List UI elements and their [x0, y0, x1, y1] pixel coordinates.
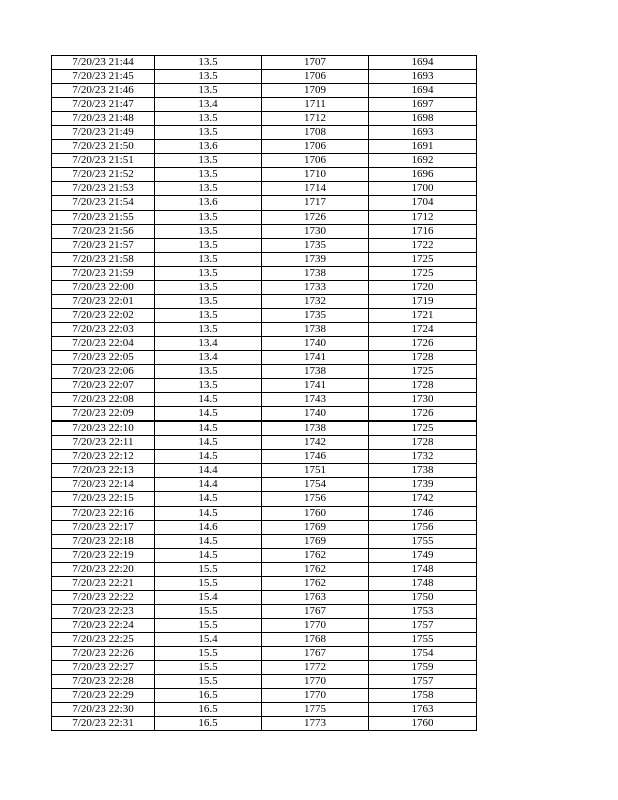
reading-b-cell: 1728	[369, 379, 477, 393]
reading-a-cell: 1741	[262, 379, 369, 393]
reading-a-cell: 1772	[262, 661, 369, 675]
value-cell: 13.5	[155, 238, 262, 252]
reading-b-cell: 1728	[369, 350, 477, 364]
timestamp-cell: 7/20/23 22:05	[52, 350, 155, 364]
timestamp-cell: 7/20/23 22:19	[52, 548, 155, 562]
reading-a-cell: 1769	[262, 534, 369, 548]
value-cell: 14.5	[155, 407, 262, 422]
timestamp-cell: 7/20/23 22:24	[52, 618, 155, 632]
reading-b-cell: 1759	[369, 661, 477, 675]
reading-a-cell: 1740	[262, 336, 369, 350]
reading-a-cell: 1738	[262, 421, 369, 436]
table-row	[52, 294, 477, 308]
reading-b-cell: 1755	[369, 632, 477, 646]
table-row	[52, 492, 477, 506]
reading-b-cell: 1696	[369, 168, 477, 182]
table-row	[52, 520, 477, 534]
value-cell: 15.4	[155, 632, 262, 646]
reading-a-cell: 1741	[262, 350, 369, 364]
reading-a-cell: 1768	[262, 632, 369, 646]
reading-a-cell: 1751	[262, 464, 369, 478]
reading-a-cell: 1742	[262, 436, 369, 450]
value-cell: 14.5	[155, 436, 262, 450]
value-cell: 15.4	[155, 590, 262, 604]
reading-a-cell: 1740	[262, 407, 369, 422]
timestamp-cell: 7/20/23 22:27	[52, 661, 155, 675]
timestamp-cell: 7/20/23 22:04	[52, 336, 155, 350]
reading-a-cell: 1739	[262, 252, 369, 266]
timestamp-cell: 7/20/23 22:11	[52, 436, 155, 450]
value-cell: 14.5	[155, 506, 262, 520]
reading-b-cell: 1728	[369, 436, 477, 450]
table-row	[52, 717, 477, 731]
table-row	[52, 506, 477, 520]
value-cell: 13.5	[155, 365, 262, 379]
reading-a-cell: 1746	[262, 450, 369, 464]
timestamp-cell: 7/20/23 22:06	[52, 365, 155, 379]
reading-a-cell: 1706	[262, 140, 369, 154]
value-cell: 13.5	[155, 210, 262, 224]
reading-b-cell: 1726	[369, 407, 477, 422]
reading-b-cell: 1691	[369, 140, 477, 154]
reading-a-cell: 1738	[262, 322, 369, 336]
reading-a-cell: 1754	[262, 478, 369, 492]
value-cell: 14.5	[155, 534, 262, 548]
table-row	[52, 407, 477, 422]
reading-a-cell: 1712	[262, 112, 369, 126]
table-row	[52, 336, 477, 350]
table-row	[52, 168, 477, 182]
timestamp-cell: 7/20/23 21:55	[52, 210, 155, 224]
reading-b-cell: 1721	[369, 308, 477, 322]
reading-a-cell: 1738	[262, 266, 369, 280]
reading-b-cell: 1742	[369, 492, 477, 506]
reading-b-cell: 1704	[369, 196, 477, 210]
value-cell: 14.4	[155, 464, 262, 478]
value-cell: 13.5	[155, 308, 262, 322]
table-row	[52, 322, 477, 336]
value-cell: 14.5	[155, 393, 262, 407]
reading-b-cell: 1720	[369, 280, 477, 294]
table-row	[52, 675, 477, 689]
reading-b-cell: 1722	[369, 238, 477, 252]
reading-a-cell: 1735	[262, 238, 369, 252]
timestamp-cell: 7/20/23 22:16	[52, 506, 155, 520]
table-row	[52, 689, 477, 703]
timestamp-cell: 7/20/23 21:56	[52, 224, 155, 238]
reading-b-cell: 1724	[369, 322, 477, 336]
reading-b-cell: 1693	[369, 126, 477, 140]
value-cell: 16.5	[155, 717, 262, 731]
value-cell: 13.5	[155, 224, 262, 238]
value-cell: 13.5	[155, 70, 262, 84]
reading-a-cell: 1769	[262, 520, 369, 534]
value-cell: 14.5	[155, 548, 262, 562]
timestamp-cell: 7/20/23 22:03	[52, 322, 155, 336]
table-row	[52, 266, 477, 280]
timestamp-cell: 7/20/23 22:25	[52, 632, 155, 646]
value-cell: 13.4	[155, 336, 262, 350]
timestamp-cell: 7/20/23 21:51	[52, 154, 155, 168]
table-row	[52, 98, 477, 112]
value-cell: 13.5	[155, 252, 262, 266]
table-row	[52, 703, 477, 717]
value-cell: 13.5	[155, 294, 262, 308]
data-table	[51, 55, 477, 731]
timestamp-cell: 7/20/23 22:13	[52, 464, 155, 478]
table-row	[52, 140, 477, 154]
data-table-body	[52, 56, 477, 731]
reading-b-cell: 1692	[369, 154, 477, 168]
table-row	[52, 154, 477, 168]
value-cell: 13.5	[155, 182, 262, 196]
reading-b-cell: 1758	[369, 689, 477, 703]
reading-a-cell: 1763	[262, 590, 369, 604]
reading-a-cell: 1762	[262, 548, 369, 562]
table-row	[52, 534, 477, 548]
timestamp-cell: 7/20/23 22:02	[52, 308, 155, 322]
timestamp-cell: 7/20/23 22:09	[52, 407, 155, 422]
reading-a-cell: 1726	[262, 210, 369, 224]
table-row	[52, 280, 477, 294]
reading-b-cell: 1757	[369, 675, 477, 689]
reading-a-cell: 1733	[262, 280, 369, 294]
timestamp-cell: 7/20/23 22:18	[52, 534, 155, 548]
reading-b-cell: 1748	[369, 576, 477, 590]
value-cell: 14.5	[155, 421, 262, 436]
reading-b-cell: 1753	[369, 604, 477, 618]
reading-b-cell: 1754	[369, 646, 477, 660]
reading-b-cell: 1748	[369, 562, 477, 576]
table-row	[52, 196, 477, 210]
reading-b-cell: 1719	[369, 294, 477, 308]
value-cell: 13.5	[155, 56, 262, 70]
table-row	[52, 421, 477, 436]
value-cell: 15.5	[155, 604, 262, 618]
table-row	[52, 365, 477, 379]
reading-b-cell: 1757	[369, 618, 477, 632]
table-row	[52, 182, 477, 196]
value-cell: 15.5	[155, 646, 262, 660]
value-cell: 13.5	[155, 280, 262, 294]
reading-b-cell: 1750	[369, 590, 477, 604]
timestamp-cell: 7/20/23 22:12	[52, 450, 155, 464]
reading-b-cell: 1716	[369, 224, 477, 238]
timestamp-cell: 7/20/23 22:00	[52, 280, 155, 294]
reading-a-cell: 1708	[262, 126, 369, 140]
table-row	[52, 112, 477, 126]
table-row	[52, 464, 477, 478]
reading-a-cell: 1773	[262, 717, 369, 731]
reading-b-cell: 1755	[369, 534, 477, 548]
value-cell: 16.5	[155, 703, 262, 717]
reading-b-cell: 1746	[369, 506, 477, 520]
timestamp-cell: 7/20/23 22:22	[52, 590, 155, 604]
value-cell: 15.5	[155, 618, 262, 632]
value-cell: 14.4	[155, 478, 262, 492]
timestamp-cell: 7/20/23 22:15	[52, 492, 155, 506]
reading-a-cell: 1732	[262, 294, 369, 308]
reading-a-cell: 1760	[262, 506, 369, 520]
reading-b-cell: 1694	[369, 84, 477, 98]
timestamp-cell: 7/20/23 22:21	[52, 576, 155, 590]
reading-b-cell: 1725	[369, 421, 477, 436]
reading-a-cell: 1767	[262, 604, 369, 618]
reading-a-cell: 1770	[262, 689, 369, 703]
value-cell: 14.5	[155, 450, 262, 464]
reading-a-cell: 1762	[262, 576, 369, 590]
table-row	[52, 576, 477, 590]
value-cell: 13.5	[155, 379, 262, 393]
timestamp-cell: 7/20/23 22:30	[52, 703, 155, 717]
value-cell: 13.5	[155, 322, 262, 336]
timestamp-cell: 7/20/23 21:45	[52, 70, 155, 84]
timestamp-cell: 7/20/23 22:20	[52, 562, 155, 576]
reading-a-cell: 1735	[262, 308, 369, 322]
table-row	[52, 56, 477, 70]
table-row	[52, 379, 477, 393]
reading-a-cell: 1706	[262, 154, 369, 168]
timestamp-cell: 7/20/23 21:52	[52, 168, 155, 182]
reading-a-cell: 1738	[262, 365, 369, 379]
value-cell: 13.5	[155, 266, 262, 280]
timestamp-cell: 7/20/23 22:23	[52, 604, 155, 618]
table-row	[52, 450, 477, 464]
reading-a-cell: 1709	[262, 84, 369, 98]
value-cell: 13.5	[155, 126, 262, 140]
reading-a-cell: 1706	[262, 70, 369, 84]
timestamp-cell: 7/20/23 21:58	[52, 252, 155, 266]
value-cell: 13.5	[155, 168, 262, 182]
reading-b-cell: 1725	[369, 365, 477, 379]
value-cell: 13.5	[155, 154, 262, 168]
table-row	[52, 126, 477, 140]
table-row	[52, 84, 477, 98]
value-cell: 15.5	[155, 576, 262, 590]
table-row	[52, 436, 477, 450]
timestamp-cell: 7/20/23 22:14	[52, 478, 155, 492]
timestamp-cell: 7/20/23 21:47	[52, 98, 155, 112]
reading-a-cell: 1775	[262, 703, 369, 717]
value-cell: 13.5	[155, 84, 262, 98]
reading-a-cell: 1770	[262, 618, 369, 632]
table-row	[52, 350, 477, 364]
table-row	[52, 661, 477, 675]
timestamp-cell: 7/20/23 21:44	[52, 56, 155, 70]
value-cell: 14.6	[155, 520, 262, 534]
value-cell: 14.5	[155, 492, 262, 506]
reading-b-cell: 1700	[369, 182, 477, 196]
timestamp-cell: 7/20/23 21:59	[52, 266, 155, 280]
reading-b-cell: 1756	[369, 520, 477, 534]
table-row	[52, 604, 477, 618]
timestamp-cell: 7/20/23 22:31	[52, 717, 155, 731]
timestamp-cell: 7/20/23 21:54	[52, 196, 155, 210]
value-cell: 15.5	[155, 675, 262, 689]
reading-a-cell: 1714	[262, 182, 369, 196]
timestamp-cell: 7/20/23 22:29	[52, 689, 155, 703]
table-row	[52, 252, 477, 266]
table-row	[52, 70, 477, 84]
timestamp-cell: 7/20/23 21:57	[52, 238, 155, 252]
timestamp-cell: 7/20/23 22:01	[52, 294, 155, 308]
reading-b-cell: 1698	[369, 112, 477, 126]
reading-a-cell: 1717	[262, 196, 369, 210]
table-row	[52, 478, 477, 492]
reading-b-cell: 1726	[369, 336, 477, 350]
reading-a-cell: 1730	[262, 224, 369, 238]
table-row	[52, 224, 477, 238]
table-row	[52, 562, 477, 576]
timestamp-cell: 7/20/23 21:49	[52, 126, 155, 140]
table-row	[52, 210, 477, 224]
timestamp-cell: 7/20/23 22:07	[52, 379, 155, 393]
timestamp-cell: 7/20/23 22:17	[52, 520, 155, 534]
timestamp-cell: 7/20/23 21:50	[52, 140, 155, 154]
timestamp-cell: 7/20/23 21:46	[52, 84, 155, 98]
table-row	[52, 646, 477, 660]
value-cell: 15.5	[155, 562, 262, 576]
reading-b-cell: 1739	[369, 478, 477, 492]
timestamp-cell: 7/20/23 21:48	[52, 112, 155, 126]
table-row	[52, 590, 477, 604]
reading-a-cell: 1710	[262, 168, 369, 182]
reading-a-cell: 1770	[262, 675, 369, 689]
value-cell: 13.4	[155, 350, 262, 364]
reading-b-cell: 1694	[369, 56, 477, 70]
table-row	[52, 618, 477, 632]
value-cell: 13.6	[155, 196, 262, 210]
timestamp-cell: 7/20/23 22:26	[52, 646, 155, 660]
reading-a-cell: 1707	[262, 56, 369, 70]
reading-a-cell: 1711	[262, 98, 369, 112]
reading-b-cell: 1760	[369, 717, 477, 731]
table-row	[52, 308, 477, 322]
value-cell: 13.4	[155, 98, 262, 112]
value-cell: 15.5	[155, 661, 262, 675]
reading-a-cell: 1767	[262, 646, 369, 660]
value-cell: 13.6	[155, 140, 262, 154]
timestamp-cell: 7/20/23 21:53	[52, 182, 155, 196]
timestamp-cell: 7/20/23 22:10	[52, 421, 155, 436]
timestamp-cell: 7/20/23 22:28	[52, 675, 155, 689]
value-cell: 16.5	[155, 689, 262, 703]
timestamp-cell: 7/20/23 22:08	[52, 393, 155, 407]
reading-a-cell: 1756	[262, 492, 369, 506]
value-cell: 13.5	[155, 112, 262, 126]
table-row	[52, 632, 477, 646]
reading-a-cell: 1743	[262, 393, 369, 407]
reading-b-cell: 1732	[369, 450, 477, 464]
reading-b-cell: 1693	[369, 70, 477, 84]
reading-b-cell: 1725	[369, 266, 477, 280]
reading-b-cell: 1697	[369, 98, 477, 112]
reading-b-cell: 1712	[369, 210, 477, 224]
reading-b-cell: 1763	[369, 703, 477, 717]
reading-a-cell: 1762	[262, 562, 369, 576]
table-row	[52, 238, 477, 252]
reading-b-cell: 1730	[369, 393, 477, 407]
table-row	[52, 548, 477, 562]
reading-b-cell: 1738	[369, 464, 477, 478]
reading-b-cell: 1749	[369, 548, 477, 562]
table-row	[52, 393, 477, 407]
reading-b-cell: 1725	[369, 252, 477, 266]
